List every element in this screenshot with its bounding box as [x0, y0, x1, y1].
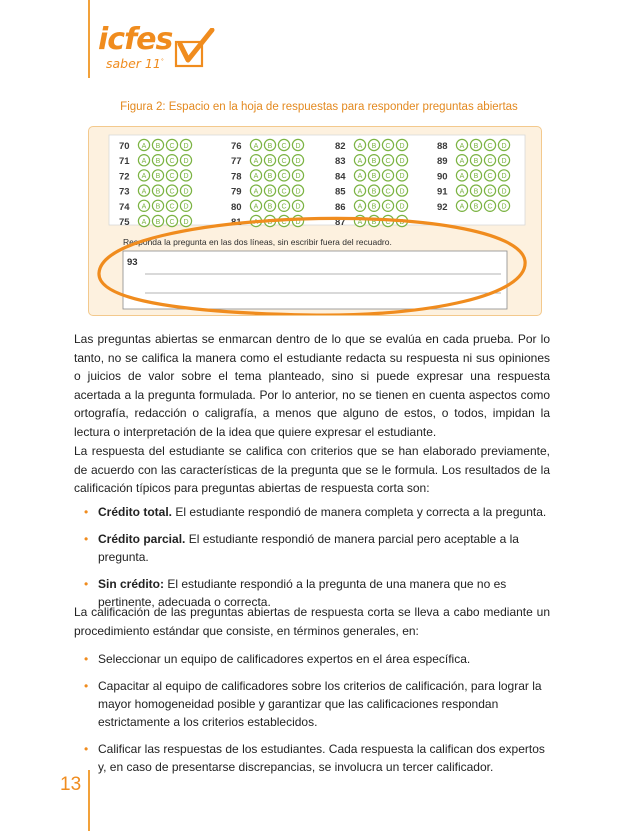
option-letter: B: [267, 188, 273, 196]
option-letter: A: [357, 158, 363, 165]
question-number: 87: [335, 217, 346, 228]
question-number: 85: [335, 186, 346, 198]
option-letter: A: [141, 188, 147, 196]
figure-caption: Figura 2: Espacio en la hoja de respuestas para responder preguntas abiertas: [120, 101, 518, 113]
option-letter: B: [267, 203, 273, 211]
option-letter: C: [281, 203, 287, 211]
paragraph-2-block: [74, 442, 550, 498]
question-number: 71: [119, 156, 130, 168]
list-item: • Capacitar al equipo de calificadores sobre los criterios de calificación, para lograr la mayor homogeneidad posible y garantizar que las calificaciones respondan estrictamente a los criterios establecidos.: [84, 677, 550, 731]
option-letter: C: [385, 142, 391, 150]
option-letter: A: [459, 188, 465, 196]
left-rule-bottom: [88, 770, 90, 831]
option-letter: B: [371, 218, 377, 226]
option-letter: D: [183, 142, 189, 150]
option-letter: D: [183, 203, 189, 211]
option-letter: D: [183, 188, 189, 196]
open-answer-box: [123, 251, 507, 309]
option-letter: A: [253, 142, 259, 150]
option-letter: A: [459, 142, 465, 150]
paragraph-3-block: [74, 603, 550, 640]
option-letter: B: [473, 173, 479, 181]
option-letter: A: [253, 158, 259, 165]
option-letter: D: [295, 158, 301, 165]
option-letter: B: [267, 158, 273, 165]
option-letter: B: [155, 158, 161, 165]
option-letter: B: [155, 218, 161, 226]
option-letter: A: [253, 203, 259, 211]
logo-sub-text: saber 11°: [106, 56, 164, 71]
option-letter: C: [487, 203, 493, 211]
option-letter: B: [371, 203, 377, 211]
option-letter: B: [155, 188, 161, 196]
checkmark-icon: [174, 28, 216, 68]
option-letter: D: [295, 173, 301, 181]
option-letter: C: [487, 173, 493, 181]
option-letter: B: [267, 142, 273, 150]
question-number: 80: [231, 201, 242, 213]
option-letter: B: [371, 173, 377, 181]
question-number: 92: [437, 201, 448, 213]
question-number: 86: [335, 201, 346, 213]
question-number: 76: [231, 141, 242, 152]
question-number: 77: [231, 156, 242, 168]
option-letter: C: [169, 158, 175, 165]
list-item: • Sin crédito: El estudiante respondió a la pregunta de una manera que no es pertinente, adecuada o correcta.: [84, 575, 550, 611]
option-letter: A: [459, 173, 465, 181]
open-question-instruction: Responda la pregunta en las dos líneas, sin escribir fuera del recuadro.: [123, 237, 392, 247]
option-letter: C: [169, 173, 175, 181]
answer-sheet-graphic: [89, 127, 541, 315]
paragraph-2: La respuesta del estudiante se califica con criterios que se han elaborado previamente, de acuerdo con las características de la pregunta que se le formula. Los resultados de la calificación típicos para preguntas abiertas de respuesta corta son:: [74, 444, 550, 495]
option-letter: C: [281, 173, 287, 181]
option-letter: B: [473, 142, 479, 150]
option-letter: B: [155, 173, 161, 181]
question-number: 82: [335, 141, 346, 152]
list-item: • Crédito parcial. El estudiante respondió de manera parcial pero aceptable a la pregunta.: [84, 530, 550, 566]
option-letter: B: [371, 142, 377, 150]
question-number: 72: [119, 171, 130, 183]
option-letter: C: [169, 218, 175, 226]
page-number: 13: [60, 774, 82, 795]
open-question-number: 93: [127, 257, 138, 268]
question-number: 78: [231, 171, 242, 183]
question-number: 73: [119, 186, 130, 198]
option-letter: D: [295, 218, 301, 226]
option-letter: C: [281, 158, 287, 165]
option-letter: D: [399, 218, 405, 226]
option-letter: D: [399, 188, 405, 196]
option-letter: C: [169, 188, 175, 196]
option-letter: C: [385, 203, 391, 211]
option-letter: C: [487, 158, 493, 165]
option-letter: B: [473, 203, 479, 211]
option-letter: A: [141, 158, 147, 165]
option-letter: A: [253, 188, 259, 196]
option-letter: A: [357, 173, 363, 181]
option-letter: C: [385, 173, 391, 181]
list-item: • Crédito total. El estudiante respondió de manera completa y correcta a la pregunta.: [84, 503, 550, 521]
option-letter: D: [501, 188, 507, 196]
option-letter: A: [141, 142, 147, 150]
paragraph-1: Las preguntas abiertas se enmarcan dentro de lo que se evalúa en cada prueba. Por lo tanto, no se califica la manera como el estudiante redacta su respuesta ni sus opiniones o juicios de valor sobre el tema planteado, sino si puede expresar una respuesta acertada a la pregunta formulada. Por lo anterior, no se tienen en cuenta aspectos como ortografía, redacción o caligrafía, a menos que alguno de estos, o todos, impidan la lectura o interpretación de la idea que quiere expresar el estudiante.: [74, 332, 550, 439]
option-letter: A: [459, 203, 465, 211]
option-letter: A: [253, 218, 259, 226]
option-letter: A: [141, 203, 147, 211]
question-number: 84: [335, 171, 346, 183]
option-letter: D: [183, 218, 189, 226]
option-letter: D: [183, 158, 189, 165]
option-letter: D: [399, 158, 405, 165]
option-letter: C: [385, 218, 391, 226]
list-item: • Seleccionar un equipo de calificadores expertos en el área específica.: [84, 650, 550, 668]
question-number: 88: [437, 141, 448, 152]
option-letter: A: [141, 218, 147, 226]
option-letter: C: [281, 218, 287, 226]
question-number: 83: [335, 156, 346, 168]
option-letter: D: [295, 142, 301, 150]
option-letter: C: [487, 188, 493, 196]
list-item: • Calificar las respuestas de los estudiantes. Cada respuesta la califican dos expertos y, en caso de presentarse discrepancias, se involucra un tercer calificador.: [84, 740, 550, 776]
option-letter: A: [459, 158, 465, 165]
question-number: 91: [437, 186, 448, 198]
option-letter: D: [295, 203, 301, 211]
option-letter: B: [371, 158, 377, 165]
option-letter: D: [295, 188, 301, 196]
option-letter: C: [169, 203, 175, 211]
option-letter: A: [357, 218, 363, 226]
option-letter: D: [183, 173, 189, 181]
question-number: 74: [119, 201, 130, 213]
option-letter: B: [155, 142, 161, 150]
option-letter: C: [385, 188, 391, 196]
option-letter: C: [281, 142, 287, 150]
paragraph-1-block: [74, 330, 550, 441]
option-letter: D: [501, 203, 507, 211]
option-letter: B: [473, 158, 479, 165]
option-letter: B: [371, 188, 377, 196]
option-letter: D: [501, 158, 507, 165]
option-letter: D: [399, 142, 405, 150]
credit-list: [84, 503, 550, 611]
option-letter: B: [267, 173, 273, 181]
question-number: 90: [437, 171, 448, 183]
option-letter: D: [501, 173, 507, 181]
option-letter: C: [169, 142, 175, 150]
option-letter: A: [357, 203, 363, 211]
option-letter: B: [473, 188, 479, 196]
option-letter: D: [399, 203, 405, 211]
option-letter: A: [357, 142, 363, 150]
question-number: 81: [231, 217, 242, 228]
question-number: 70: [119, 141, 130, 152]
option-letter: C: [385, 158, 391, 165]
icfes-logo: [98, 18, 218, 76]
option-letter: D: [399, 173, 405, 181]
question-number: 79: [231, 186, 242, 198]
left-rule-top: [88, 0, 90, 78]
option-letter: B: [155, 203, 161, 211]
question-number: 89: [437, 156, 448, 168]
option-letter: C: [487, 142, 493, 150]
option-letter: D: [501, 142, 507, 150]
option-letter: B: [267, 218, 273, 226]
option-letter: A: [253, 173, 259, 181]
logo-main-text: icfes: [98, 22, 173, 57]
option-letter: C: [281, 188, 287, 196]
question-number: 75: [119, 217, 130, 228]
answer-sheet-figure: [88, 126, 542, 316]
option-letter: A: [357, 188, 363, 196]
paragraph-3: La calificación de las preguntas abiertas de respuesta corta se lleva a cabo mediante un procedimiento estándar que consiste, en términos generales, en:: [74, 605, 550, 638]
procedure-list: [84, 650, 550, 776]
option-letter: A: [141, 173, 147, 181]
